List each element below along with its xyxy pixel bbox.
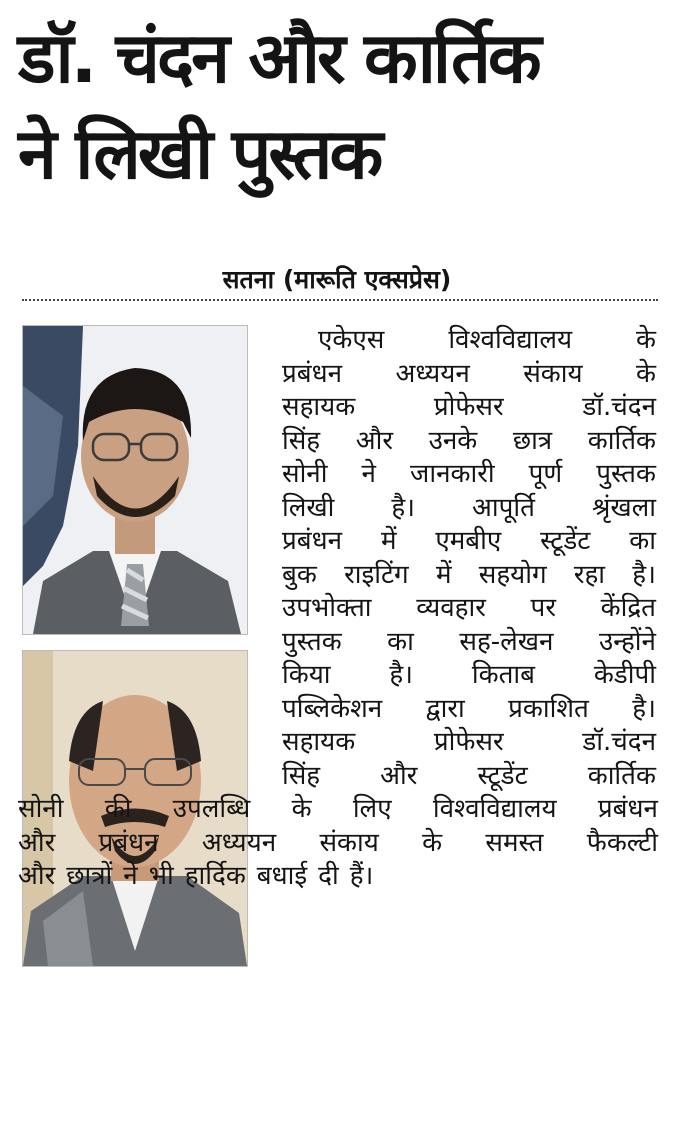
article-word: पर — [530, 593, 556, 623]
article-line — [282, 389, 656, 425]
article-line — [282, 557, 656, 593]
article-line — [282, 724, 656, 760]
article-word: विश्वविद्यालय — [432, 794, 557, 824]
article-word: द्वारा — [425, 694, 465, 724]
article-word: सह-लेखन — [459, 627, 554, 657]
article-word: छात्र — [512, 426, 553, 456]
article-word: जानकारी — [410, 459, 495, 489]
article-line — [282, 523, 656, 559]
article-word: सहयोग — [478, 560, 547, 590]
article-word: प्रबंधन — [597, 794, 658, 824]
article-word: प्रबंधन — [98, 828, 159, 858]
article-word: और — [380, 761, 418, 791]
article-word: व्यवहार — [416, 593, 486, 623]
article-word: के — [291, 794, 312, 824]
article-word: सोनी — [282, 459, 328, 489]
article-word: श्रृंखला — [591, 493, 656, 523]
article-word: के — [422, 828, 443, 858]
article-word: केंद्रित — [600, 593, 656, 623]
article-word: में — [435, 560, 452, 590]
article-word: दी — [318, 861, 339, 891]
article-word: प्रोफेसर — [433, 727, 504, 757]
article-line — [282, 758, 656, 794]
article-line — [282, 691, 656, 727]
article-word: विश्वविद्यालय — [448, 325, 573, 355]
article-line — [282, 456, 656, 492]
article-line — [18, 791, 658, 827]
article-word: उपलब्धि — [172, 794, 251, 824]
dateline: सतना (मारूति एक्सप्रेस) — [222, 265, 452, 294]
article-line — [282, 657, 656, 693]
article-word: उन्होंने — [598, 627, 656, 657]
article-word: पुस्तक — [596, 459, 656, 489]
article-word: एकेएस — [318, 325, 385, 355]
article-word: आपूर्ति — [472, 493, 535, 523]
article-word: समस्त — [485, 828, 544, 858]
article-word: और — [18, 828, 56, 858]
article-word: सहायक — [282, 727, 356, 757]
article-word: सोनी — [18, 794, 64, 824]
article-word: का — [387, 627, 414, 657]
article-word: में — [380, 526, 397, 556]
article-word: हैं। — [349, 861, 374, 891]
article-word: लिखी — [282, 493, 335, 523]
article-word: अध्ययन — [201, 828, 277, 858]
article-word: सिंह — [282, 761, 321, 791]
headline-line-1: डॉ. चंदन और कार्तिक — [18, 17, 539, 99]
article-word: और — [18, 861, 56, 891]
article-line — [282, 356, 656, 392]
article-word: स्टूडेंट — [540, 526, 591, 556]
article-word: डॉ.चंदन — [582, 727, 656, 757]
article-line — [282, 490, 656, 526]
article-word: की — [104, 794, 132, 824]
article-line — [18, 858, 658, 894]
headline-line-2: ने लिखी पुस्तक — [18, 113, 381, 195]
article-line — [18, 825, 658, 861]
article-line — [282, 624, 656, 660]
article-word: बुक — [282, 560, 317, 590]
article-word: पब्लिकेशन — [282, 694, 383, 724]
article-word: भी — [148, 861, 174, 891]
article-word: पूर्ण — [528, 459, 563, 489]
article-word: किताब — [471, 660, 535, 690]
article-word: राइटिंग — [344, 560, 409, 590]
article-word: संकाय — [319, 828, 379, 858]
article-word: ने — [361, 459, 376, 489]
article-word: लिए — [352, 794, 392, 824]
article-word: फैकल्टी — [586, 828, 658, 858]
article-word: के — [636, 325, 656, 355]
article-word: उनके — [428, 426, 478, 456]
article-word: रहा — [573, 560, 606, 590]
article-word: है। — [632, 694, 656, 724]
article-word: प्रकाशित — [508, 694, 589, 724]
article-word: अध्ययन — [395, 359, 470, 389]
article-word: पुस्तक — [282, 627, 342, 657]
article-line — [282, 590, 656, 626]
article-word: के — [636, 359, 656, 389]
article-word: है। — [391, 493, 416, 523]
article-word: एमबीए — [435, 526, 502, 556]
article-word: है। — [389, 660, 414, 690]
article-word: कार्तिक — [587, 426, 656, 456]
article-word: किया — [282, 660, 331, 690]
article-word: ने — [123, 861, 138, 891]
article-word: सहायक — [282, 392, 356, 422]
article-word: बधाई — [256, 861, 308, 891]
article-word: छात्रों — [66, 861, 113, 891]
article-word: स्टूडेंट — [477, 761, 528, 791]
article-line — [282, 423, 656, 459]
article-word: उपभोक्ता — [282, 593, 372, 623]
article-word: और — [355, 426, 393, 456]
article-word: केडीपी — [593, 660, 656, 690]
article-word: संकाय — [523, 359, 583, 389]
article-word: का — [629, 526, 656, 556]
article-word: है। — [632, 560, 656, 590]
article-word: प्रोफेसर — [433, 392, 504, 422]
article-word: कार्तिक — [587, 761, 656, 791]
article-line — [318, 322, 656, 358]
article-word: प्रबंधन — [282, 526, 343, 556]
article-word: डॉ.चंदन — [582, 392, 656, 422]
article-word: हार्दिक — [184, 861, 246, 891]
article-word: सिंह — [282, 426, 321, 456]
article-word: प्रबंधन — [282, 359, 343, 389]
